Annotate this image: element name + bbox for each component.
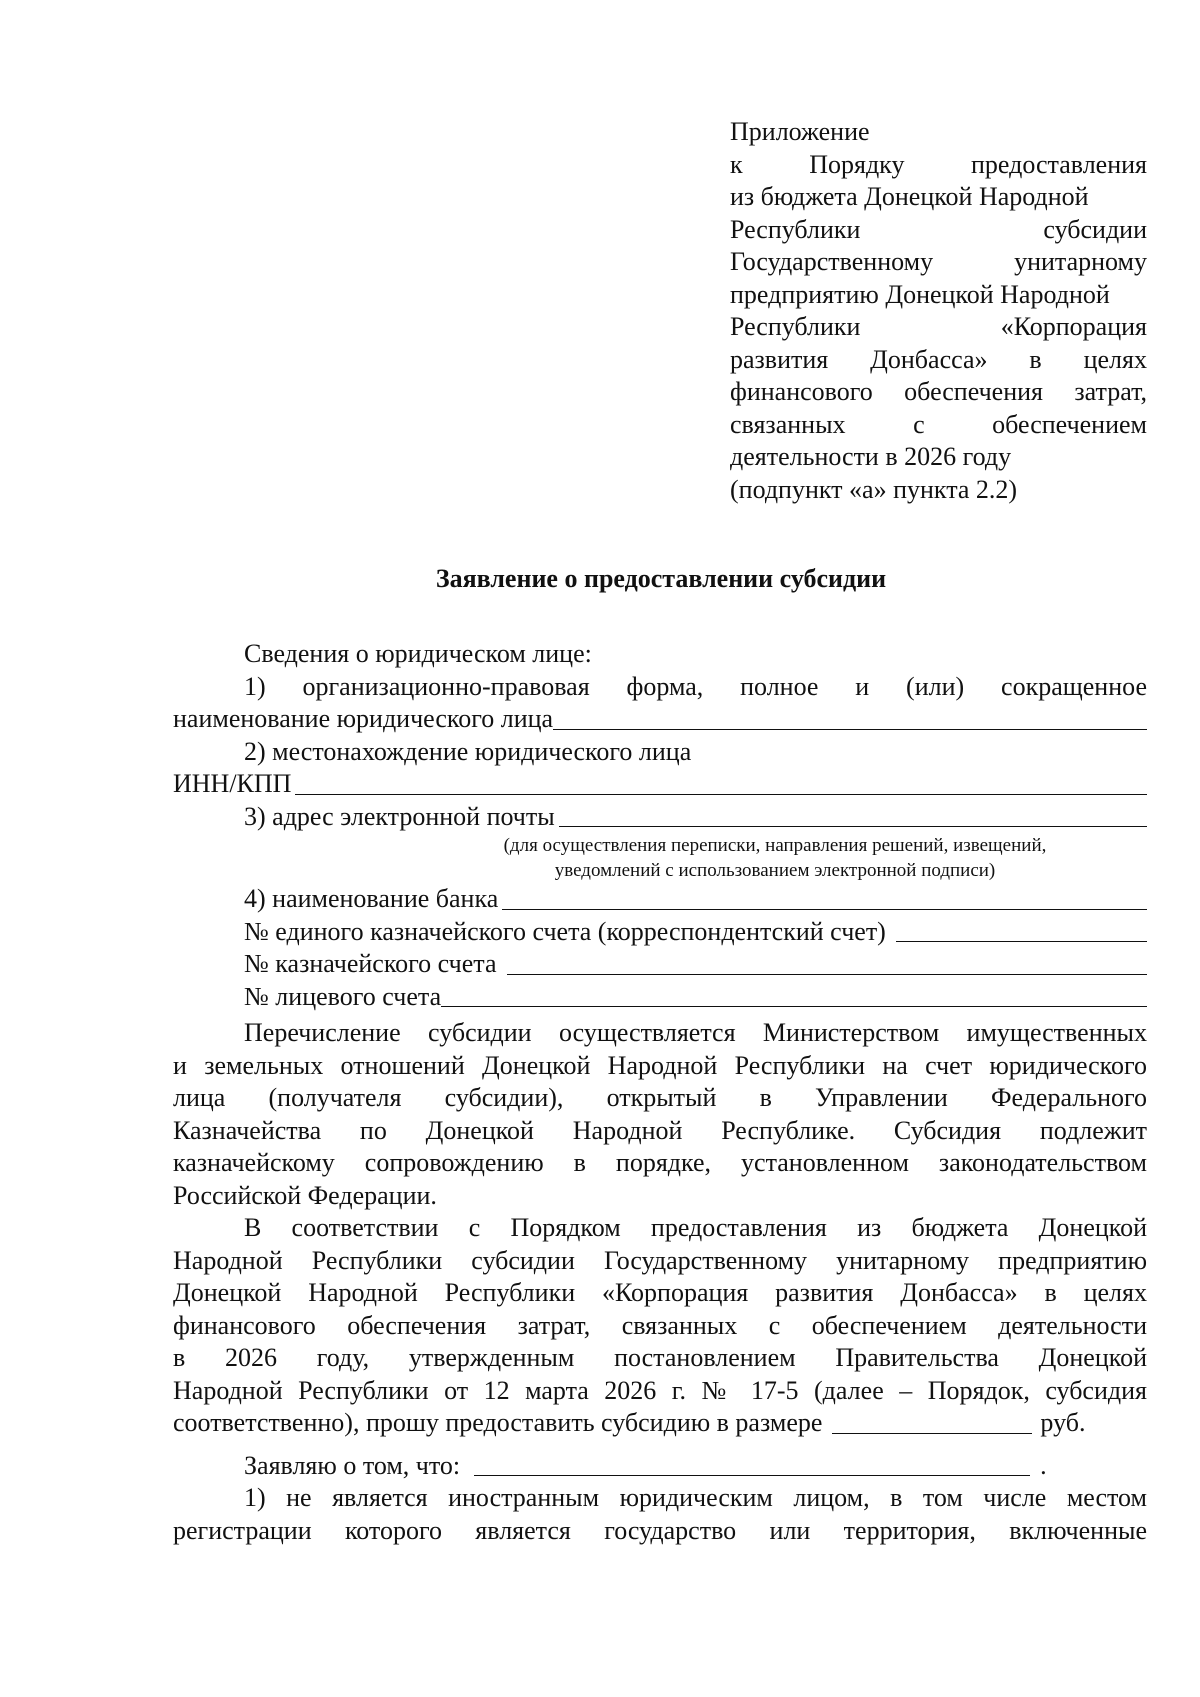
appendix-line: (подпункт «а» пункта 2.2) <box>730 474 1018 504</box>
entity-name-field[interactable] <box>553 729 1147 730</box>
single-account-line: № единого казначейского счета (корреспондентский счет) <box>173 916 1147 949</box>
item2-line: 2) местонахождение юридического лица <box>244 736 692 766</box>
inn-kpp-line: ИНН/КПП <box>173 768 1147 801</box>
treasury-account-line: № казначейского счета <box>173 948 1147 981</box>
appendix-line: к Порядку предоставления <box>730 149 1147 179</box>
personal-account-field[interactable] <box>441 1006 1147 1007</box>
paragraph-request: В соответствии с Порядком предоставления из бюджета Донецкой Народной Республики субсидии Государственному унитарному предприятию Донецкой Народной Республики «Корпорация развития Донбасса» в целях финансового обеспечения затрат, связанных с обеспечением деятельности в 2026 году, утвержденным постановлением Правительства Донецкой Народной Республики от 12 марта 2026 г. № 17-5 (далее – Порядок, субсидия соответственно), прошу предоставить субсидию в размере руб. <box>173 1212 1147 1440</box>
appendix-line: из бюджета Донецкой Народной <box>730 182 1089 211</box>
appendix-line: деятельности в 2026 году <box>730 442 1012 471</box>
appendix-line: связанных с обеспечением <box>730 409 1147 439</box>
declaration-item1: 1) не является иностранным юридическим лицом, в том числе местом регистрации которого является государство или территория, включенные <box>173 1483 1147 1545</box>
declaration-intro: Заявляю о том, что: . <box>244 1450 1047 1480</box>
bank-name-field[interactable] <box>502 909 1147 910</box>
email-note: (для осуществления переписки, направления решений, извещений, <box>503 835 1047 856</box>
appendix-line: предприятию Донецкой Народной <box>730 279 1110 309</box>
personal-account-line: № лицевого счета <box>173 981 1147 1014</box>
declarant-field[interactable] <box>474 1475 1030 1476</box>
email-note: уведомлений с использованием электронной подписи) <box>554 860 996 881</box>
appendix-line: развития Донбасса» в целях <box>730 344 1147 374</box>
document-body <box>173 638 1147 1547</box>
single-account-field[interactable] <box>896 941 1147 942</box>
item1-line-b: наименование юридического лица <box>173 703 1147 736</box>
appendix-header <box>730 116 1147 506</box>
legal-entity-heading: Сведения о юридическом лице: <box>244 639 592 668</box>
item4-line: 4) наименование банка <box>173 883 1147 916</box>
item3-line: 3) адрес электронной почты <box>173 801 1147 834</box>
appendix-line: Приложение <box>730 117 870 146</box>
subsidy-amount-field[interactable] <box>832 1433 1032 1434</box>
paragraph-transfer: Перечисление субсидии осуществляется Министерством имущественных и земельных отношений Донецкой Народной Республики на счет юридического лица (получателя субсидии), открытый в Управлении Федерального Казначейства по Донецкой Народной Республике. Субсидия подлежит казначейскому сопровождению в порядке, установленном законодательством Российской Федерации. <box>173 1018 1147 1210</box>
inn-kpp-field[interactable] <box>295 794 1147 795</box>
subsidy-amount-line: соответственно), прошу предоставить субсидию в размере руб. <box>173 1408 1086 1437</box>
appendix-line: Республики «Корпорация <box>730 312 1147 341</box>
item1-line-a: 1) организационно-правовая форма, полное и (или) сокращенное <box>244 671 1147 701</box>
appendix-line: Республики субсидии <box>730 214 1147 244</box>
email-field[interactable] <box>559 826 1147 827</box>
treasury-account-field[interactable] <box>507 974 1147 975</box>
appendix-line: финансового обеспечения затрат, <box>730 377 1147 406</box>
appendix-line: Государственному унитарному <box>730 247 1147 276</box>
document-title: Заявление о предоставлении субсидии <box>435 564 887 593</box>
